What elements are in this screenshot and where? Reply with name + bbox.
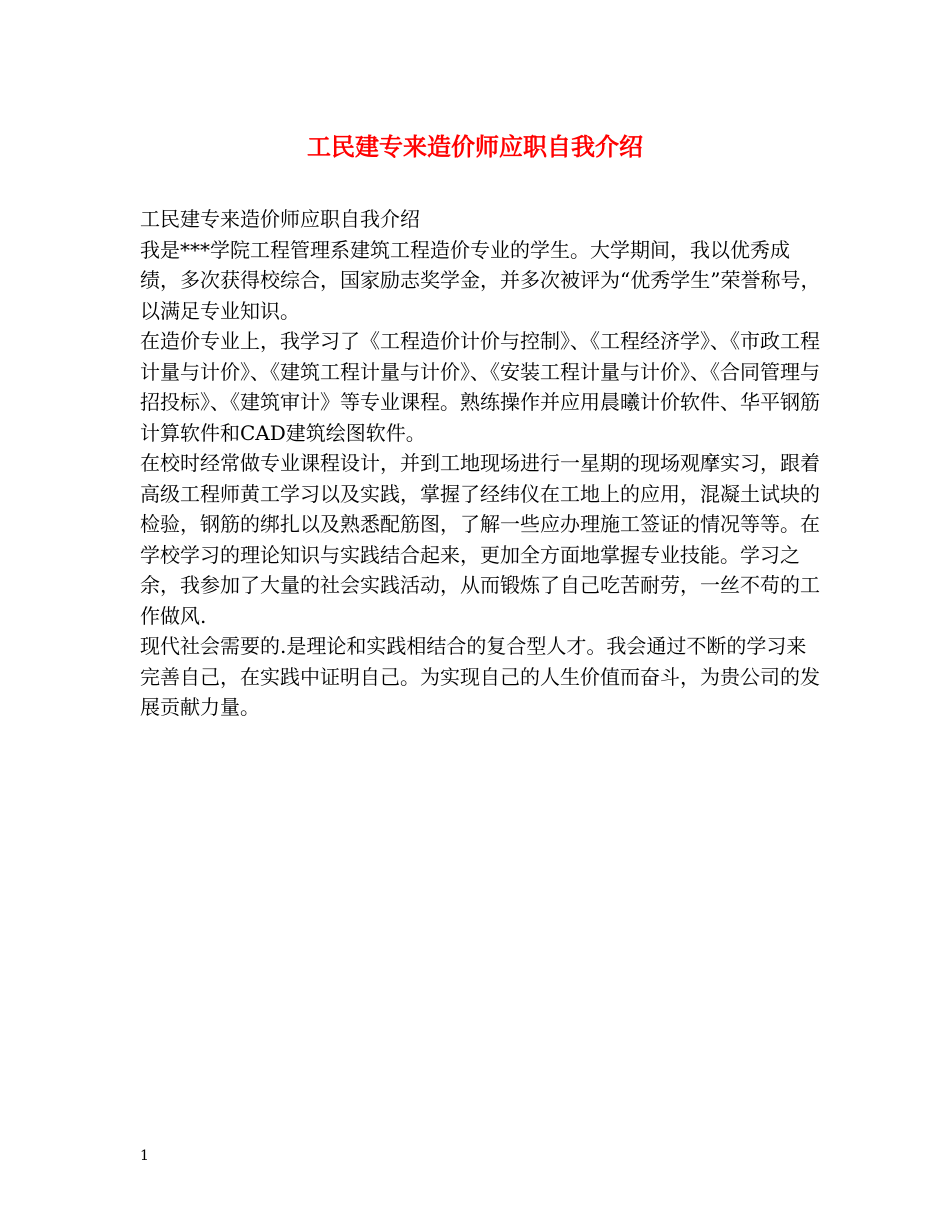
paragraph-practice: 在校时经常做专业课程设计，并到工地现场进行一星期的现场观摩实习，跟着高级工程师黄工学习以及实践，掌握了经纬仪在工地上的应用，混凝土试块的检验，钢筋的绑扎以及熟悉配筋图，了解一些应办理施工签证的情况等等。在学校学习的理论知识与实践结合起来，更加全方面地掌握专业技能。学习之余，我参加了大量的社会实践活动，从而锻炼了自己吃苦耐劳，一丝不苟的工作做风. [140, 451, 820, 628]
paragraph-conclusion: 现代社会需要的.是理论和实践相结合的复合型人才。我会通过不断的学习来完善自己，在实践中证明自己。为实现自己的人生价值而奋斗，为贵公司的发展贡献力量。 [140, 634, 820, 719]
document-body [140, 204, 824, 723]
paragraph-heading: 工民建专来造价师应职自我介绍 [140, 207, 420, 231]
paragraph-courses: 在造价专业上，我学习了《工程造价计价与控制》、《工程经济学》、《市政工程计量与计价》、《建筑工程计量与计价》、《安装工程计量与计价》、《合同管理与招投标》、《建筑审计》等专业课程。熟练操作并应用晨曦计价软件、华平钢筋计算软件和CAD建筑绘图软件。 [140, 329, 820, 445]
document-title: 工民建专来造价师应职自我介绍 [307, 132, 643, 161]
page-number: 1 [140, 1148, 149, 1164]
paragraph-introduction: 我是***学院工程管理系建筑工程造价专业的学生。大学期间，我以优秀成绩，多次获得校综合，国家励志奖学金，并多次被评为“优秀学生”荣誉称号，以满足专业知识。 [140, 237, 821, 323]
